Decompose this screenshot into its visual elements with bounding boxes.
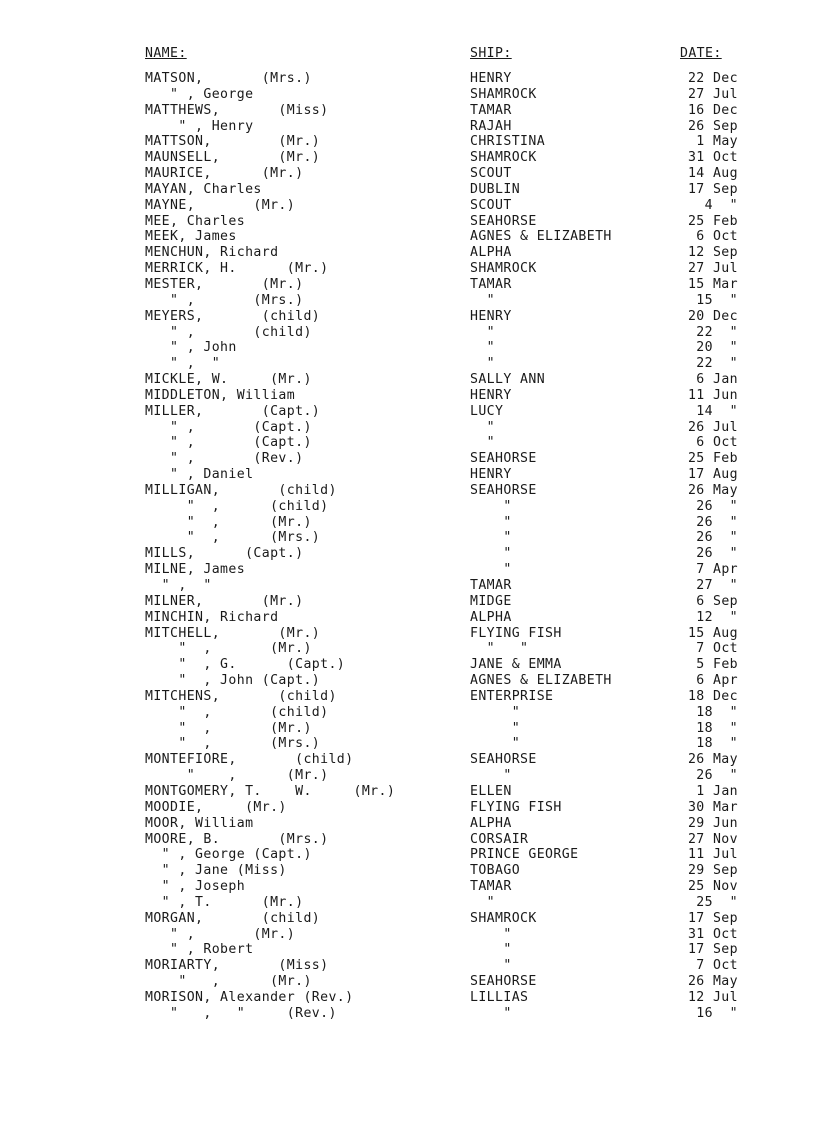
arrival-date: 12 Sep bbox=[687, 245, 738, 261]
passenger-list bbox=[0, 71, 816, 1022]
ship-name: " bbox=[470, 942, 512, 958]
passenger-name: " , Henry bbox=[145, 118, 254, 134]
passenger-name: MICKLE, W. (Mr.) bbox=[145, 372, 312, 388]
list-item bbox=[0, 483, 816, 499]
list-item bbox=[0, 721, 816, 737]
ship-name: ALPHA bbox=[470, 245, 512, 261]
passenger-name: " , John (Capt.) bbox=[145, 673, 321, 689]
passenger-name: MOOR, William bbox=[145, 815, 254, 831]
list-item bbox=[0, 626, 816, 642]
list-item bbox=[0, 198, 816, 214]
arrival-date: 27 Nov bbox=[687, 831, 738, 847]
ship-name: " bbox=[470, 498, 512, 514]
passenger-name: MERRICK, H. (Mr.) bbox=[145, 261, 329, 277]
list-item bbox=[0, 71, 816, 87]
list-item bbox=[0, 325, 816, 341]
ship-name: " bbox=[470, 768, 512, 784]
list-item bbox=[0, 736, 816, 752]
ship-name: " bbox=[470, 340, 496, 356]
arrival-date: 12 " bbox=[696, 609, 738, 625]
passenger-name: MAYAN, Charles bbox=[145, 181, 262, 197]
passenger-name: MORISON, Alexander (Rev.) bbox=[145, 989, 354, 1005]
passenger-name: " , George bbox=[145, 86, 254, 102]
passenger-name: MILLS, (Capt.) bbox=[145, 546, 304, 562]
list-item bbox=[0, 87, 816, 103]
arrival-date: 7 Oct bbox=[696, 958, 738, 974]
passenger-name: " , (Mr.) bbox=[145, 974, 312, 990]
list-item bbox=[0, 134, 816, 150]
list-item bbox=[0, 182, 816, 198]
passenger-name: MILLER, (Capt.) bbox=[145, 403, 321, 419]
ship-name: CHRISTINA bbox=[470, 134, 546, 150]
ship-name: " bbox=[470, 958, 512, 974]
ship-name: PRINCE GEORGE bbox=[470, 847, 579, 863]
list-item bbox=[0, 562, 816, 578]
ship-name: ELLEN bbox=[470, 783, 512, 799]
list-item bbox=[0, 309, 816, 325]
passenger-name: MILNER, (Mr.) bbox=[145, 593, 304, 609]
passenger-name: MITCHENS, (child) bbox=[145, 688, 337, 704]
passenger-name: MATTHEWS, (Miss) bbox=[145, 102, 329, 118]
list-item bbox=[0, 832, 816, 848]
list-item bbox=[0, 546, 816, 562]
arrival-date: 15 Aug bbox=[687, 625, 738, 641]
arrival-date: 20 " bbox=[696, 340, 738, 356]
passenger-name: MATSON, (Mrs.) bbox=[145, 71, 312, 86]
arrival-date: 17 Aug bbox=[687, 467, 738, 483]
ship-name: " bbox=[470, 704, 521, 720]
arrival-date: 31 Oct bbox=[687, 926, 738, 942]
list-item bbox=[0, 879, 816, 895]
name-column-header: NAME: bbox=[145, 46, 187, 61]
passenger-name: " , (Mr.) bbox=[145, 768, 329, 784]
ship-name: SEAHORSE bbox=[470, 482, 537, 498]
arrival-date: 27 " bbox=[696, 578, 738, 593]
arrival-date: 29 Jun bbox=[687, 815, 738, 831]
passenger-name: " , " (Rev.) bbox=[145, 1005, 337, 1021]
passenger-name: " , (Mrs.) bbox=[145, 530, 321, 546]
passenger-name: " , (Mrs.) bbox=[145, 292, 304, 308]
arrival-date: 22 Dec bbox=[687, 71, 738, 86]
passenger-name: " , John bbox=[145, 340, 237, 356]
passenger-name: " , G. (Capt.) bbox=[145, 657, 346, 673]
ship-name: ALPHA bbox=[470, 609, 512, 625]
arrival-date: 26 May bbox=[687, 752, 738, 768]
passenger-name: MORIARTY, (Miss) bbox=[145, 958, 329, 974]
arrival-date: 22 " bbox=[696, 324, 738, 340]
passenger-name: " , Joseph bbox=[145, 879, 246, 895]
arrival-date: 20 Dec bbox=[687, 308, 738, 324]
list-item bbox=[0, 451, 816, 467]
list-item bbox=[0, 594, 816, 610]
ship-name: " bbox=[470, 1005, 512, 1021]
list-item bbox=[0, 705, 816, 721]
list-item bbox=[0, 515, 816, 531]
passenger-name: MILNE, James bbox=[145, 562, 246, 578]
arrival-date: 18 " bbox=[696, 720, 738, 736]
list-item bbox=[0, 784, 816, 800]
arrival-date: 18 Dec bbox=[687, 688, 738, 704]
arrival-date: 16 " bbox=[696, 1005, 738, 1021]
ship-name: AGNES & ELIZABETH bbox=[470, 673, 612, 689]
ship-name: " bbox=[470, 419, 496, 435]
list-item bbox=[0, 927, 816, 943]
ship-name: " bbox=[470, 356, 496, 372]
list-item bbox=[0, 404, 816, 420]
list-item bbox=[0, 229, 816, 245]
passenger-name: " , (Mr.) bbox=[145, 514, 312, 530]
arrival-date: 26 Jul bbox=[687, 419, 738, 435]
list-item bbox=[0, 372, 816, 388]
passenger-name: MESTER, (Mr.) bbox=[145, 276, 304, 292]
arrival-date: 6 Jan bbox=[696, 372, 738, 388]
arrival-date: 25 Feb bbox=[687, 451, 738, 467]
ship-name: FLYING FISH bbox=[470, 799, 562, 815]
ship-name: " bbox=[470, 530, 512, 546]
arrival-date: 4 " bbox=[704, 197, 738, 213]
ship-name: ALPHA bbox=[470, 815, 512, 831]
arrival-date: 11 Jul bbox=[687, 847, 738, 863]
list-item bbox=[0, 293, 816, 309]
passenger-name: MITCHELL, (Mr.) bbox=[145, 625, 321, 641]
ship-name: HENRY bbox=[470, 71, 512, 86]
passenger-name: MAURICE, (Mr.) bbox=[145, 166, 304, 182]
passenger-name: MOORE, B. (Mrs.) bbox=[145, 831, 329, 847]
passenger-name: " , " bbox=[145, 578, 212, 593]
ship-name: LILLIAS bbox=[470, 989, 529, 1005]
ship-name: SEAHORSE bbox=[470, 974, 537, 990]
ship-name: SEAHORSE bbox=[470, 213, 537, 229]
list-item bbox=[0, 847, 816, 863]
passenger-name: MAUNSELL, (Mr.) bbox=[145, 150, 321, 166]
ship-name: SEAHORSE bbox=[470, 752, 537, 768]
passenger-name: MORGAN, (child) bbox=[145, 910, 321, 926]
passenger-name: MOODIE, (Mr.) bbox=[145, 799, 287, 815]
arrival-date: 26 Sep bbox=[687, 118, 738, 134]
passenger-name: MONTGOMERY, T. W. (Mr.) bbox=[145, 783, 396, 799]
ship-name: " " bbox=[470, 641, 529, 657]
passenger-name: " , (child) bbox=[145, 704, 329, 720]
list-item bbox=[0, 499, 816, 515]
ship-name: AGNES & ELIZABETH bbox=[470, 229, 612, 245]
arrival-date: 12 Jul bbox=[687, 989, 738, 1005]
arrival-date: 27 Jul bbox=[687, 261, 738, 277]
list-item bbox=[0, 388, 816, 404]
list-item bbox=[0, 800, 816, 816]
passenger-name: " , (Mr.) bbox=[145, 641, 312, 657]
ship-name: TAMAR bbox=[470, 578, 512, 593]
arrival-date: 18 " bbox=[696, 736, 738, 752]
ship-name: MIDGE bbox=[470, 593, 512, 609]
arrival-date: 1 Jan bbox=[696, 783, 738, 799]
passenger-name: MENCHUN, Richard bbox=[145, 245, 279, 261]
arrival-date: 17 Sep bbox=[687, 181, 738, 197]
passenger-name: " , (Mrs.) bbox=[145, 736, 321, 752]
ship-name: SHAMROCK bbox=[470, 86, 537, 102]
passenger-name: " , (Mr.) bbox=[145, 720, 312, 736]
list-item bbox=[0, 641, 816, 657]
arrival-date: 15 " bbox=[696, 292, 738, 308]
passenger-name: " , (Capt.) bbox=[145, 435, 312, 451]
list-item bbox=[0, 530, 816, 546]
arrival-date: 11 Jun bbox=[687, 387, 738, 403]
arrival-date: 1 May bbox=[696, 134, 738, 150]
ship-name: RAJAH bbox=[470, 118, 512, 134]
arrival-date: 26 May bbox=[687, 974, 738, 990]
list-item bbox=[0, 990, 816, 1006]
arrival-date: 25 Nov bbox=[687, 879, 738, 895]
list-item bbox=[0, 578, 816, 594]
passenger-name: " , George (Capt.) bbox=[145, 847, 312, 863]
arrival-date: 15 Mar bbox=[687, 276, 738, 292]
passenger-name: " , Robert bbox=[145, 942, 254, 958]
ship-name: SHAMROCK bbox=[470, 910, 537, 926]
arrival-date: 25 " bbox=[696, 894, 738, 910]
ship-name: SCOUT bbox=[470, 166, 512, 182]
ship-name: ENTERPRISE bbox=[470, 688, 554, 704]
ship-name: HENRY bbox=[470, 467, 512, 483]
arrival-date: 6 Sep bbox=[696, 593, 738, 609]
list-item bbox=[0, 610, 816, 626]
list-item bbox=[0, 1006, 816, 1022]
passenger-name: MINCHIN, Richard bbox=[145, 609, 279, 625]
ship-name: " bbox=[470, 324, 496, 340]
ship-name: " bbox=[470, 736, 521, 752]
list-item bbox=[0, 958, 816, 974]
passenger-name: " , (Rev.) bbox=[145, 451, 304, 467]
list-item bbox=[0, 689, 816, 705]
ship-name: SCOUT bbox=[470, 197, 512, 213]
arrival-date: 16 Dec bbox=[687, 102, 738, 118]
ship-name: " bbox=[470, 546, 512, 562]
arrival-date: 17 Sep bbox=[687, 910, 738, 926]
arrival-date: 31 Oct bbox=[687, 150, 738, 166]
list-item bbox=[0, 974, 816, 990]
list-item bbox=[0, 467, 816, 483]
ship-name: HENRY bbox=[470, 308, 512, 324]
list-item bbox=[0, 420, 816, 436]
passenger-name: " , (Capt.) bbox=[145, 419, 312, 435]
list-item bbox=[0, 214, 816, 230]
ship-name: CORSAIR bbox=[470, 831, 529, 847]
ship-name: TOBAGO bbox=[470, 863, 521, 879]
list-item bbox=[0, 150, 816, 166]
list-item bbox=[0, 245, 816, 261]
arrival-date: 22 " bbox=[696, 356, 738, 372]
list-item bbox=[0, 103, 816, 119]
passenger-name: MAYNE, (Mr.) bbox=[145, 197, 296, 213]
date-column-header: DATE: bbox=[680, 46, 722, 61]
passenger-name: MILLIGAN, (child) bbox=[145, 482, 337, 498]
passenger-name: MIDDLETON, William bbox=[145, 387, 296, 403]
ship-column-header: SHIP: bbox=[470, 46, 512, 61]
arrival-date: 27 Jul bbox=[687, 86, 738, 102]
list-item bbox=[0, 673, 816, 689]
passenger-name: " , Jane (Miss) bbox=[145, 863, 287, 879]
passenger-name: " , (child) bbox=[145, 498, 329, 514]
passenger-name: " , " bbox=[145, 356, 221, 372]
ship-name: HENRY bbox=[470, 387, 512, 403]
ship-name: DUBLIN bbox=[470, 181, 521, 197]
passenger-name: MEEK, James bbox=[145, 229, 237, 245]
list-item bbox=[0, 119, 816, 135]
arrival-date: 14 Aug bbox=[687, 166, 738, 182]
ship-name: TAMAR bbox=[470, 879, 512, 895]
passenger-name: MEYERS, (child) bbox=[145, 308, 321, 324]
list-item bbox=[0, 911, 816, 927]
list-item bbox=[0, 261, 816, 277]
arrival-date: 6 Oct bbox=[696, 435, 738, 451]
ship-name: JANE & EMMA bbox=[470, 657, 562, 673]
ship-name: TAMAR bbox=[470, 102, 512, 118]
ship-name: SEAHORSE bbox=[470, 451, 537, 467]
list-item bbox=[0, 277, 816, 293]
arrival-date: 26 " bbox=[696, 546, 738, 562]
ship-name: " bbox=[470, 292, 496, 308]
arrival-date: 14 " bbox=[696, 403, 738, 419]
ship-name: LUCY bbox=[470, 403, 504, 419]
arrival-date: 17 Sep bbox=[687, 942, 738, 958]
arrival-date: 26 " bbox=[696, 530, 738, 546]
list-item bbox=[0, 752, 816, 768]
list-item bbox=[0, 657, 816, 673]
passenger-name: MATTSON, (Mr.) bbox=[145, 134, 321, 150]
arrival-date: 29 Sep bbox=[687, 863, 738, 879]
ship-name: " bbox=[470, 435, 496, 451]
arrival-date: 26 " bbox=[696, 514, 738, 530]
ship-name: " bbox=[470, 562, 512, 578]
list-item bbox=[0, 895, 816, 911]
arrival-date: 26 May bbox=[687, 482, 738, 498]
passenger-name: " , (child) bbox=[145, 324, 312, 340]
ship-name: SHAMROCK bbox=[470, 261, 537, 277]
arrival-date: 5 Feb bbox=[696, 657, 738, 673]
arrival-date: 25 Feb bbox=[687, 213, 738, 229]
passenger-name: " , T. (Mr.) bbox=[145, 894, 304, 910]
list-item bbox=[0, 166, 816, 182]
ship-name: SALLY ANN bbox=[470, 372, 546, 388]
arrival-date: 26 " bbox=[696, 498, 738, 514]
list-item bbox=[0, 340, 816, 356]
ship-name: TAMAR bbox=[470, 276, 512, 292]
arrival-date: 7 Apr bbox=[696, 562, 738, 578]
arrival-date: 30 Mar bbox=[687, 799, 738, 815]
list-item bbox=[0, 942, 816, 958]
ship-name: " bbox=[470, 514, 512, 530]
arrival-date: 18 " bbox=[696, 704, 738, 720]
passenger-name: MEE, Charles bbox=[145, 213, 246, 229]
arrival-date: 6 Apr bbox=[696, 673, 738, 689]
passenger-name: MONTEFIORE, (child) bbox=[145, 752, 354, 768]
list-item bbox=[0, 768, 816, 784]
list-item bbox=[0, 435, 816, 451]
ship-name: SHAMROCK bbox=[470, 150, 537, 166]
list-item bbox=[0, 816, 816, 832]
ship-name: " bbox=[470, 720, 521, 736]
ship-name: FLYING FISH bbox=[470, 625, 562, 641]
list-item bbox=[0, 356, 816, 372]
arrival-date: 7 Oct bbox=[696, 641, 738, 657]
arrival-date: 6 Oct bbox=[696, 229, 738, 245]
ship-name: " bbox=[470, 894, 496, 910]
ship-name: " bbox=[470, 926, 512, 942]
arrival-date: 26 " bbox=[696, 768, 738, 784]
passenger-name: " , (Mr.) bbox=[145, 926, 296, 942]
passenger-name: " , Daniel bbox=[145, 467, 254, 483]
list-item bbox=[0, 863, 816, 879]
